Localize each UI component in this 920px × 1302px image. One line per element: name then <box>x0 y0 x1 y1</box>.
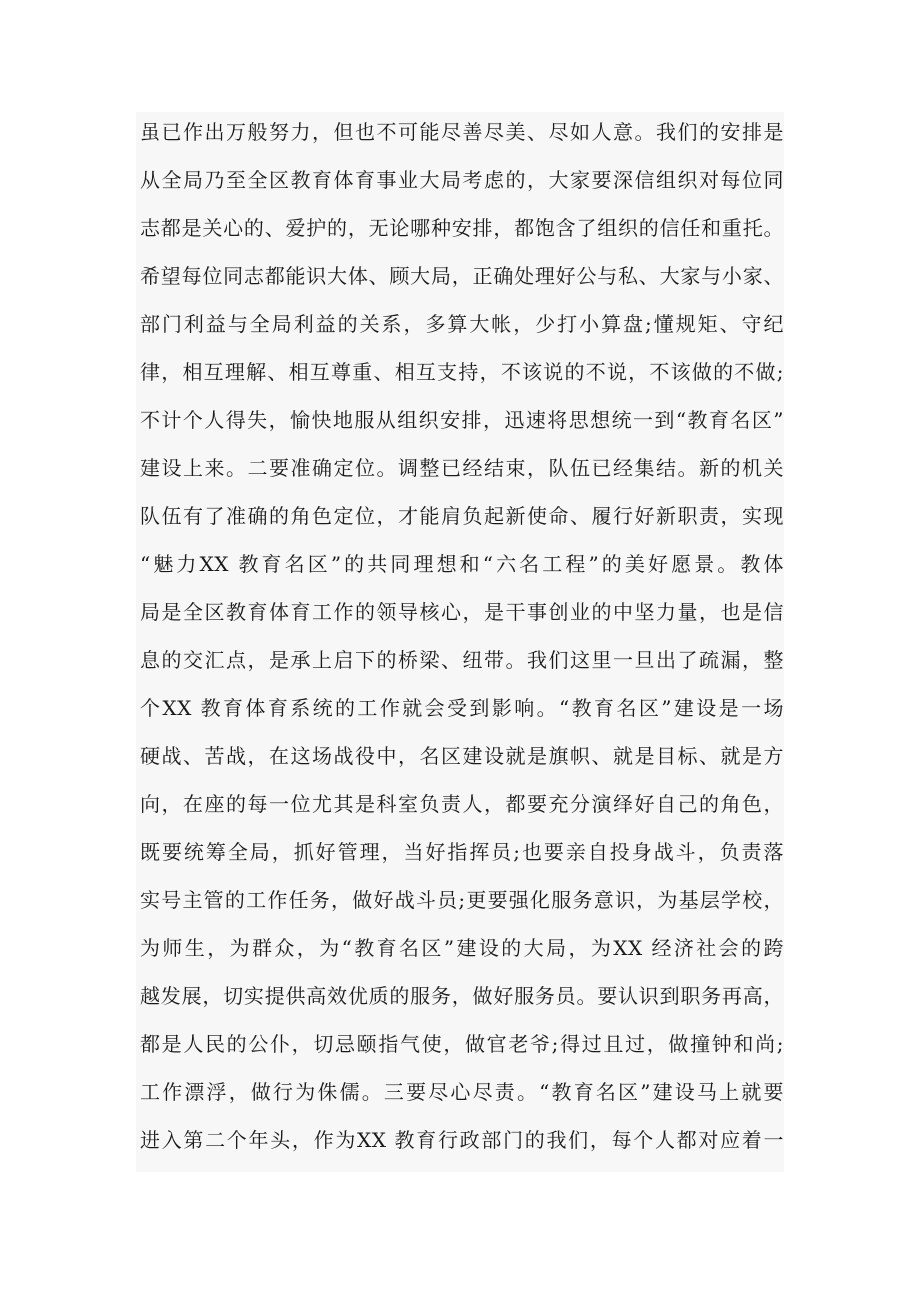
text-line: 不计个人得失，愉快地服从组织安排，迅速将思想统一到“教育名区” <box>140 408 784 432</box>
text-line: 虽已作出万般努力，但也不可能尽善尽美、尽如人意。我们的安排是 <box>140 120 784 144</box>
text-line: 进入第二个年头，作为XX 教育行政部门的我们，每个人都对应着一 <box>140 1128 784 1152</box>
text-line: 实号主管的工作任务，做好战斗员;更要强化服务意识，为基层学校， <box>140 888 784 912</box>
text-line: 律，相互理解、相互尊重、相互支持，不该说的不说，不该做的不做; <box>140 360 784 384</box>
text-line: 志都是关心的、爱护的，无论哪种安排，都饱含了组织的信任和重托。 <box>140 216 784 240</box>
text-line: 息的交汇点，是承上启下的桥梁、纽带。我们这里一旦出了疏漏，整 <box>140 648 784 672</box>
text-line: 建设上来。二要准确定位。调整已经结束，队伍已经集结。新的机关 <box>140 456 784 480</box>
body-text <box>136 112 784 1172</box>
text-line: 队伍有了准确的角色定位，才能肩负起新使命、履行好新职责，实现 <box>140 504 784 528</box>
text-line: 希望每位同志都能识大体、顾大局，正确处理好公与私、大家与小家、 <box>140 264 784 288</box>
text-line: 既要统筹全局，抓好管理，当好指挥员;也要亲自投身战斗，负责落 <box>140 840 784 864</box>
text-line: 部门利益与全局利益的关系，多算大帐，少打小算盘;懂规矩、守纪 <box>140 312 784 336</box>
text-line: 都是人民的公仆，切忌颐指气使，做官老爷;得过且过，做撞钟和尚; <box>140 1032 784 1056</box>
text-line: 向，在座的每一位尤其是科室负责人，都要充分演绎好自己的角色， <box>140 792 784 816</box>
text-line: 从全局乃至全区教育体育事业大局考虑的，大家要深信组织对每位同 <box>140 168 784 192</box>
text-line: 硬战、苦战，在这场战役中，名区建设就是旗帜、就是目标、就是方 <box>140 744 784 768</box>
text-line: 局是全区教育体育工作的领导核心，是干事创业的中坚力量，也是信 <box>140 600 784 624</box>
text-line: 工作漂浮，做行为侏儒。三要尽心尽责。“教育名区”建设马上就要 <box>140 1080 784 1104</box>
text-line: 越发展，切实提供高效优质的服务，做好服务员。要认识到职务再高， <box>140 984 784 1008</box>
text-line: “魅力XX 教育名区”的共同理想和“六名工程”的美好愿景。教体 <box>140 552 784 576</box>
text-line: 个XX 教育体育系统的工作就会受到影响。“教育名区”建设是一场 <box>140 696 784 720</box>
text-line: 为师生，为群众，为“教育名区”建设的大局，为XX 经济社会的跨 <box>140 936 784 960</box>
